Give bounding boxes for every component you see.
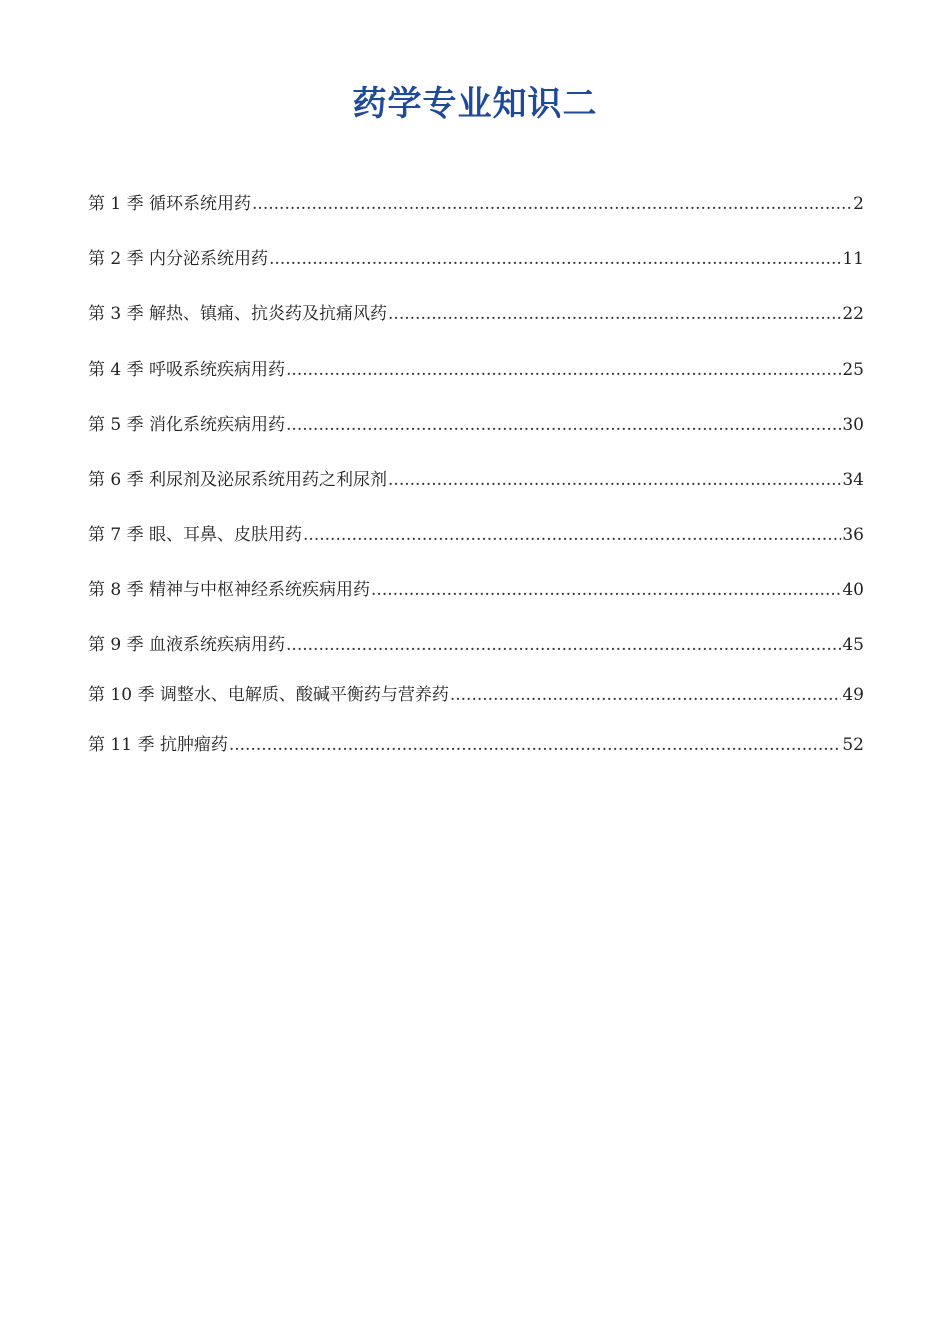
toc-entry-label: 第 10 季 调整水、电解质、酸碱平衡药与营养药 — [88, 685, 449, 705]
toc-entry-page-number: 2 — [853, 194, 864, 214]
toc-dot-leader — [450, 681, 842, 709]
toc-entry-label: 第 2 季 内分泌系统用药 — [88, 249, 269, 269]
toc-entry-label: 第 7 季 眼、耳鼻、皮肤用药 — [88, 525, 303, 545]
toc-dot-leader — [371, 576, 841, 604]
toc-entry-label: 第 5 季 消化系统疾病用药 — [88, 415, 286, 435]
toc-dot-leader — [303, 521, 841, 549]
toc-entry[interactable] — [88, 190, 864, 218]
toc-entry[interactable] — [88, 681, 864, 709]
toc-dot-leader — [286, 631, 841, 659]
toc-entry-label: 第 1 季 循环系统用药 — [88, 194, 252, 214]
toc-entry-label: 第 9 季 血液系统疾病用药 — [88, 635, 286, 655]
toc-entry-label: 第 3 季 解热、镇痛、抗炎药及抗痛风药 — [88, 304, 388, 324]
toc-entry-page-number: 30 — [842, 415, 864, 435]
toc-entry-page-number: 52 — [842, 735, 864, 755]
toc-entry-label: 第 4 季 呼吸系统疾病用药 — [88, 360, 286, 380]
toc-entry[interactable] — [88, 300, 864, 328]
toc-entry-page-number: 45 — [842, 635, 864, 655]
toc-entry-page-number: 49 — [842, 685, 864, 705]
toc-entry[interactable] — [88, 576, 864, 604]
toc-entry-page-number: 34 — [842, 470, 864, 490]
toc-dot-leader — [229, 731, 842, 759]
toc-dot-leader — [252, 190, 852, 218]
document-title: 药学专业知识二 — [352, 84, 598, 124]
toc-entry-page-number: 36 — [842, 525, 864, 545]
toc-entry[interactable] — [88, 245, 864, 273]
toc-dot-leader — [388, 300, 841, 328]
toc-entry-label: 第 11 季 抗肿瘤药 — [88, 735, 228, 755]
toc-entry[interactable] — [88, 411, 864, 439]
toc-entry-label: 第 6 季 利尿剂及泌尿系统用药之利尿剂 — [88, 470, 388, 490]
toc-entry-label: 第 8 季 精神与中枢神经系统疾病用药 — [88, 580, 371, 600]
toc-entry[interactable] — [88, 731, 864, 759]
toc-entry[interactable] — [88, 631, 864, 659]
toc-dot-leader — [269, 245, 841, 273]
toc-entry[interactable] — [88, 466, 864, 494]
toc-entry-page-number: 11 — [842, 249, 864, 269]
toc-dot-leader — [286, 411, 841, 439]
toc-entry[interactable] — [88, 356, 864, 384]
toc-dot-leader — [388, 466, 841, 494]
toc-entry[interactable] — [88, 521, 864, 549]
toc-entry-page-number: 40 — [842, 580, 864, 600]
toc-entry-page-number: 22 — [842, 304, 864, 324]
toc-dot-leader — [286, 356, 841, 384]
toc-entry-page-number: 25 — [842, 360, 864, 380]
